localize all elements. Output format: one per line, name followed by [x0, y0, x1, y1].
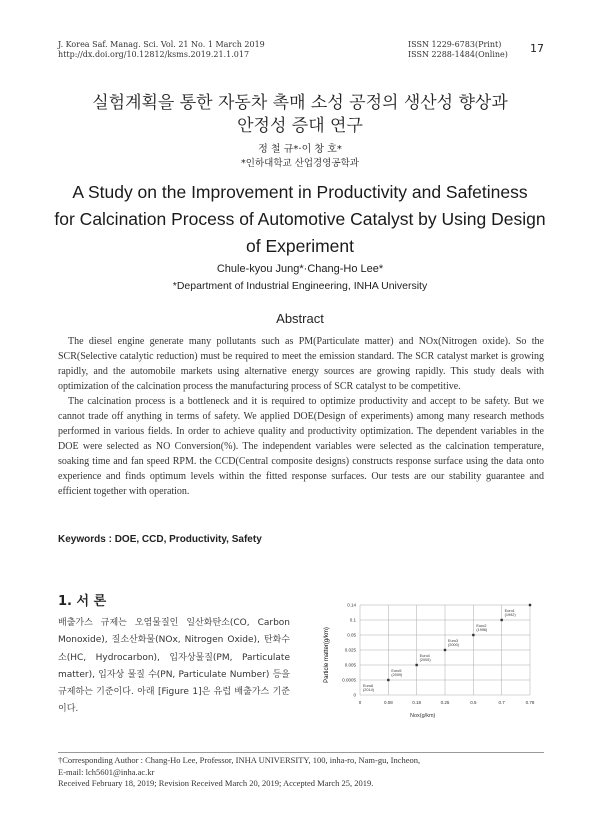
affiliation-ko: *인하대학교 산업경영공학과 — [241, 158, 359, 169]
x-tick-label: 0.7 — [498, 700, 505, 705]
affiliation-en: *Department of Industrial Engineering, INHA University — [172, 280, 428, 292]
doi-link[interactable]: http://dx.doi.org/10.12812/ksms.2019.21.1.017 — [58, 50, 250, 59]
abstract-heading: Abstract — [276, 311, 324, 326]
title-ko-line1: 실험계획을 통한 자동차 촉매 소성 공정의 생산성 향상과 — [92, 93, 508, 113]
section-body: 배출가스 규제는 오염물질인 일산화탄소(CO, Carbon Monoxide), 질소산화물(NOx, Nitrogen Oxide), 탄화수소(HC, Hydrocarbon), 입자상물질(PM, Particulate matter), 입자상 물질 수(PN, Particulate Number) 등을 규제하는 기준이다. 아래 [Figure 1]은 유럽 배출가스 기준이다. — [58, 618, 290, 715]
point-year: (2014) — [363, 688, 374, 692]
data-point — [444, 649, 446, 651]
y-tick-label: 0.0005 — [342, 677, 356, 683]
issn-online: ISSN 2288-1484(Online) — [408, 50, 508, 59]
footnote-corresponding: †Corresponding Author : Chang-Ho Lee, Professor, INHA UNIVERSITY, 100, inha-ro, Nam-gu, Incheon, — [58, 755, 421, 765]
point-year: (2005) — [419, 658, 431, 662]
title-ko-line2: 안정성 증대 연구 — [237, 116, 363, 136]
footnote — [58, 755, 558, 790]
point-year: (1996) — [476, 628, 488, 632]
point-year: (2009) — [391, 673, 403, 677]
keywords-label: Keywords : — [58, 534, 112, 545]
point-label: Euro4 — [419, 654, 430, 658]
footnote-dates: Received February 18, 2019; Revision Received March 20, 2019; Accepted March 25, 2019. — [58, 778, 374, 788]
y-tick-label: 0.005 — [344, 662, 356, 668]
section-heading: 1. 서 론 — [58, 594, 107, 609]
point-label: Euro3 — [448, 639, 459, 643]
page-number: 17 — [530, 42, 544, 55]
authors-en: Chule-kyou Jung*·Chang-Ho Lee* — [216, 263, 384, 275]
keywords-list: DOE, CCD, Productivity, Safety — [114, 534, 262, 545]
data-point — [500, 619, 502, 621]
point-label: Euro1 — [504, 609, 515, 613]
title-en-line2: for Calcination Process of Automotive Catalyst by Using Design — [54, 209, 546, 229]
y-axis-label: Particle matter(g/km) — [324, 627, 330, 683]
point-label: Euro5 — [391, 669, 402, 673]
data-point — [387, 679, 389, 681]
footnote-email: E-mail: lch5601@inha.ac.kr — [58, 766, 155, 777]
abstract-body — [58, 334, 544, 499]
x-tick-label: 0.18 — [412, 700, 422, 705]
abstract-paragraph-1: The diesel engine generate many pollutants such as PM(Particulate matter) and NOx(Nitrogen oxide). So the SCR(Selective catalytic reduction) must be required to meet the emission standard. The SCR catalyst market is growing rapidly, and the automobile markets using alternative energy sources are growing rapidly. This study deals with optimization of the calcination process the manufacturing process of SCR catalyst to be competitive. — [58, 336, 544, 392]
data-point — [415, 664, 417, 666]
y-tick-label: 0.1 — [349, 617, 356, 623]
issn-print: ISSN 1229-6783(Print) — [408, 40, 502, 49]
title-en-line1: A Study on the Improvement in Productivity and Safetiness — [72, 182, 528, 202]
x-tick-label: 0.08 — [383, 700, 393, 705]
x-tick-label: 0.78 — [525, 700, 535, 705]
footnote-rule — [58, 752, 544, 753]
y-tick-label: 0.05 — [347, 632, 356, 638]
point-year: (1992) — [504, 613, 516, 617]
x-tick-label: 0.5 — [470, 700, 477, 705]
emission-chart — [318, 595, 546, 725]
y-tick-label: 0.025 — [344, 647, 356, 653]
authors-ko: 정 철 규*·이 창 호* — [258, 144, 342, 155]
point-label: Euro6 — [363, 684, 374, 688]
x-axis-label: Nox(g/km) — [410, 713, 436, 719]
y-tick-label: 0 — [353, 692, 356, 698]
point-label: Euro2 — [476, 624, 487, 628]
title-en-line3: of Experiment — [246, 236, 354, 256]
data-point — [529, 604, 531, 606]
x-tick-label: 0 — [358, 700, 362, 705]
point-year: (2000) — [448, 643, 459, 647]
abstract-paragraph-2: The calcination process is a bottleneck and it is required to optimize productivity and accept to be safety. But we cannot trade off anything in terms of safety. We applied DOE(Design of experiments) among many research methods performed in various fields. In order to achieve quality and productivity optimization. The dependent variables in the DOE were selected as NO Conversion(%). The independent variables were selected as the calcination temperature, soaking time and fan speed RPM. the CCD(Central composite designs) constructs response surface using the data onto experience and finds optimum levels within the fitted response surfaces. Our tests are our stability guarantee and efficient together with operation. — [58, 396, 544, 497]
journal-citation: J. Korea Saf. Manag. Sci. Vol. 21 No. 1 March 2019 — [58, 40, 265, 49]
data-point — [472, 634, 474, 636]
x-tick-label: 0.25 — [440, 700, 450, 705]
keywords — [58, 534, 262, 545]
y-tick-label: 0.14 — [347, 602, 356, 608]
